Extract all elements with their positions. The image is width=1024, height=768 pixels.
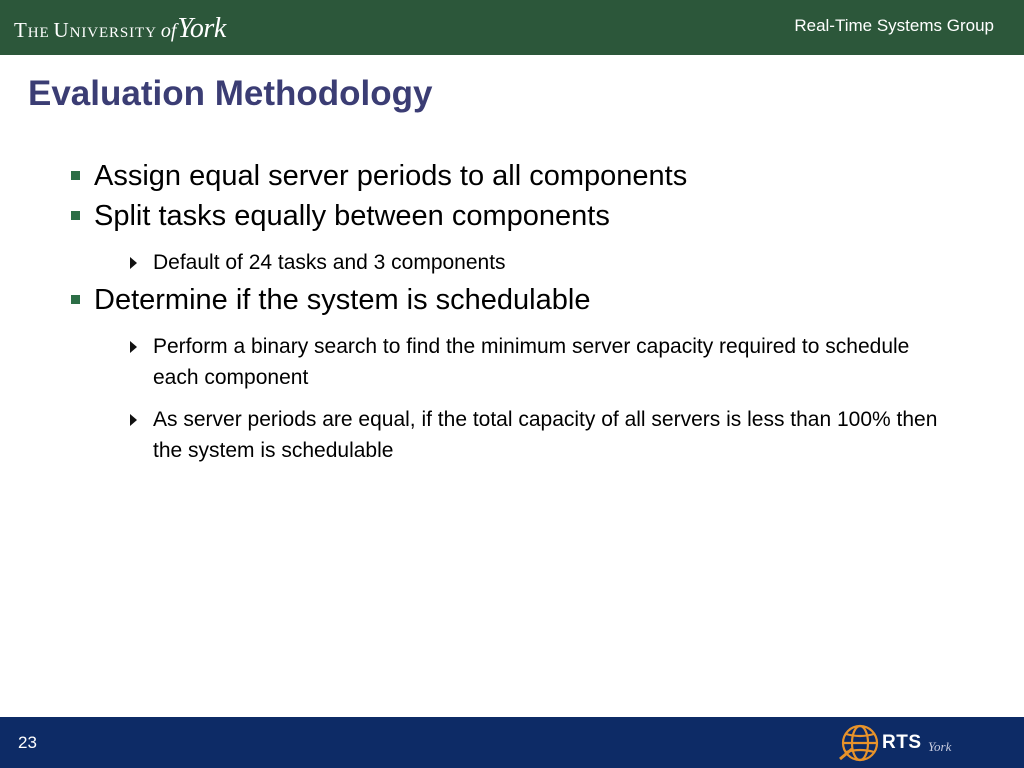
triangle-bullet-icon — [130, 257, 137, 269]
square-bullet-icon — [71, 295, 80, 304]
bullet-item — [94, 284, 590, 317]
logo-the: The — [14, 18, 50, 42]
bullet-text: Assign equal server periods to all components — [94, 160, 688, 192]
globe-icon — [838, 721, 884, 765]
bullet-text: Determine if the system is schedulable — [94, 284, 591, 316]
university-logo — [14, 13, 226, 43]
square-bullet-icon — [71, 171, 80, 180]
sub-bullet-item — [153, 331, 953, 393]
sub-bullet-text: Default of 24 tasks and 3 components — [153, 251, 506, 274]
logo-university: University — [53, 18, 157, 42]
footer-bar — [0, 717, 1024, 768]
slide-title: Evaluation Methodology — [28, 74, 433, 113]
triangle-bullet-icon — [130, 341, 137, 353]
bullet-item — [94, 160, 687, 193]
bullet-item — [94, 200, 610, 233]
sub-bullet-item — [153, 404, 953, 466]
group-name: Real-Time Systems Group — [794, 16, 994, 35]
logo-york: York — [177, 13, 226, 44]
square-bullet-icon — [71, 211, 80, 220]
triangle-bullet-icon — [130, 414, 137, 426]
rts-logo-york: York — [928, 739, 952, 754]
bullet-text: Split tasks equally between components — [94, 200, 610, 232]
sub-bullet-item — [153, 247, 953, 278]
rts-logo-text: RTS — [882, 732, 922, 753]
logo-of: of — [160, 20, 177, 42]
rts-logo — [838, 721, 968, 765]
sub-bullet-text: Perform a binary search to find the minimum server capacity required to schedule each component — [153, 335, 910, 389]
page-number: 23 — [18, 733, 37, 752]
sub-bullet-text: As server periods are equal, if the total capacity of all servers is less than 100% then the system is schedulable — [153, 408, 938, 462]
header-bar — [0, 0, 1024, 55]
